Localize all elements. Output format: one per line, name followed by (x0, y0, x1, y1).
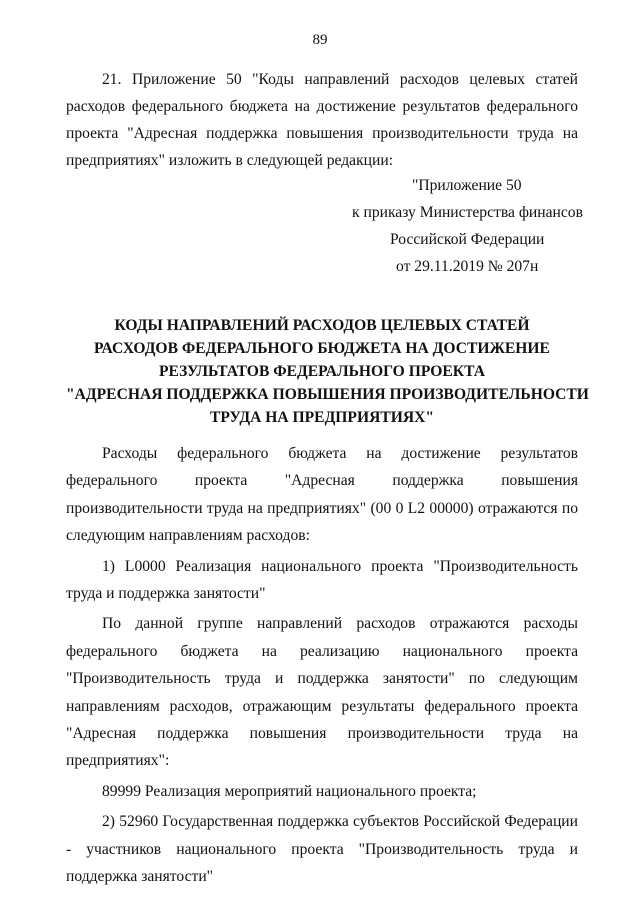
approval-line-4: от 29.11.2019 № 207н (396, 258, 539, 275)
title-line-1: КОДЫ НАПРАВЛЕНИЙ РАСХОДОВ ЦЕЛЕВЫХ СТАТЕЙ (114, 317, 530, 334)
document-title (66, 314, 589, 429)
title-line-4: "АДРЕСНАЯ ПОДДЕРЖКА ПОВЫШЕНИЯ ПРОИЗВОДИТЕЛЬНОСТИ (66, 386, 589, 403)
title-line-2: РАСХОДОВ ФЕДЕРАЛЬНОГО БЮДЖЕТА НА ДОСТИЖЕНИЕ (94, 340, 550, 357)
body-paragraph-5: 2) 52960 Государственная поддержка субъектов Российской Федерации - участников национального проекта "Производительность труда и поддержка занятости" (66, 813, 578, 886)
body-paragraph-3: По данной группе направлений расходов отражаются расходы федерального бюджета на реализацию национального проекта "Производительность труда и поддержка занятости" по следующим направлениям расходов, отражающим результаты федерального проекта "Адресная поддержка повышения производительности труда на предприятиях": (66, 615, 578, 770)
approval-line-3: Российской Федерации (390, 231, 545, 248)
intro-paragraph: 21. Приложение 50 "Коды направлений расходов целевых статей расходов федерального бюджета на достижение результатов федерального проекта "Адресная поддержка повышения производительности труда на предприятиях" изложить в следующей редакции: (66, 71, 578, 169)
body-text (66, 440, 578, 894)
body-paragraph-4: 89999 Реализация мероприятий национального проекта; (102, 782, 477, 800)
title-line-5: ТРУДА НА ПРЕДПРИЯТИЯХ" (209, 409, 435, 426)
body-paragraph-2: 1) L0000 Реализация национального проекта "Производительность труда и поддержка занятости" (66, 557, 578, 603)
body-paragraph-1: Расходы федерального бюджета на достижение результатов федерального проекта "Адресная поддержка повышения производительности труда на предприятиях" (00 0 L2 00000) отражаются по следующим направлениям расходов: (66, 445, 578, 545)
approval-line-1: "Приложение 50 (412, 177, 522, 194)
title-line-3: РЕЗУЛЬТАТОВ ФЕДЕРАЛЬНОГО ПРОЕКТА (159, 363, 485, 380)
approval-line-2: к приказу Министерства финансов (352, 204, 583, 221)
approval-block (330, 172, 583, 280)
page-number: 89 (312, 32, 328, 48)
